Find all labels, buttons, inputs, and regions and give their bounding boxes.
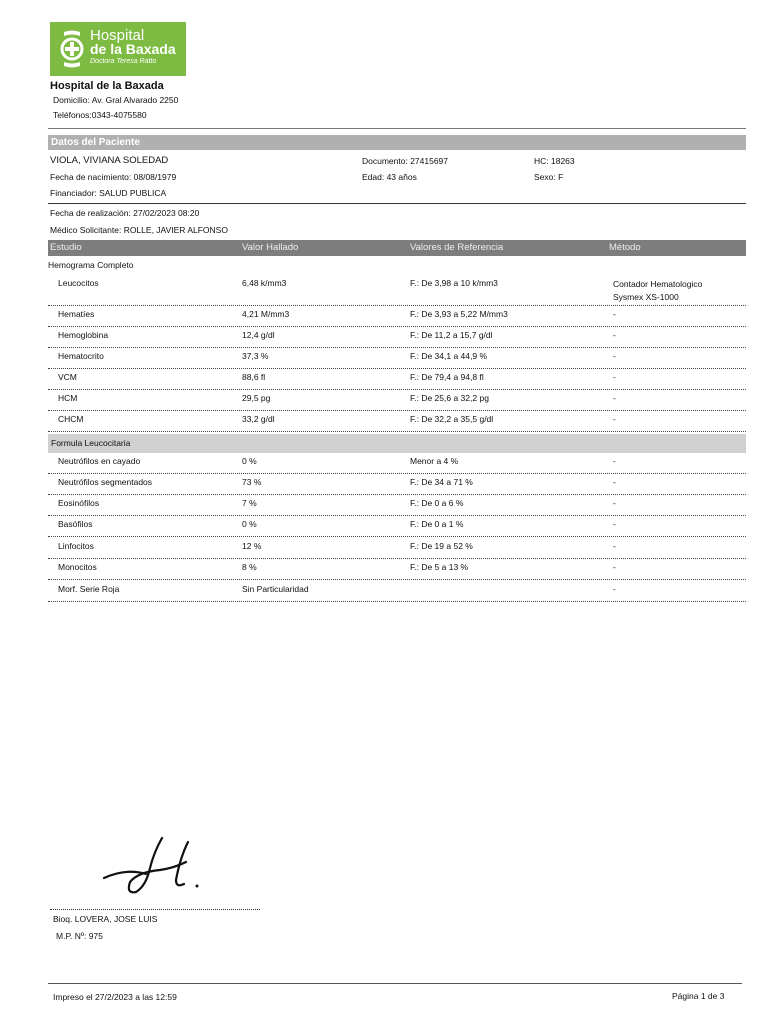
table-row <box>48 453 746 474</box>
hospital-address: Domicilio: Av. Gral Alvarado 2250 <box>53 95 179 105</box>
row-study: Leucocitos <box>58 278 99 288</box>
header-divider <box>48 128 746 129</box>
row-study: Morf. Serie Roja <box>58 584 120 594</box>
row-reference: F.: De 25,6 a 32,2 pg <box>410 393 489 403</box>
table-row <box>48 538 746 559</box>
row-reference: F.: De 19 a 52 % <box>410 541 473 551</box>
signer-license: M.P. Nº: 975 <box>56 931 103 941</box>
patient-section-title: Datos del Paciente <box>48 135 746 150</box>
patient-hc: HC: 18263 <box>534 156 575 166</box>
row-reference: F.: De 34 a 71 % <box>410 477 473 487</box>
logo-line-3: Doctora Teresa Ratto <box>90 58 157 65</box>
row-method: - <box>613 372 616 382</box>
row-reference: F.: De 5 a 13 % <box>410 562 469 572</box>
table-row <box>48 369 746 390</box>
row-method: - <box>613 309 616 319</box>
row-method: - <box>613 584 616 594</box>
row-reference: F.: De 3,93 a 5,22 M/mm3 <box>410 309 508 319</box>
row-method-line-2: Sysmex XS-1000 <box>613 292 679 302</box>
row-study: Hematíes <box>58 309 95 319</box>
row-reference: Menor a 4 % <box>410 456 459 466</box>
group-hemograma: Hemograma Completo <box>48 260 134 270</box>
row-study: Monocitos <box>58 562 97 572</box>
hospital-phones: Teléfonos:0343-4075580 <box>53 110 147 120</box>
row-study: Eosinófilos <box>58 498 100 508</box>
row-method: - <box>613 330 616 340</box>
group-formula-leucocitaria: Formula Leucocitaria <box>48 434 746 453</box>
row-value: 88,6 fl <box>242 372 266 382</box>
logo-line-2: de la Baxada <box>90 41 176 57</box>
header-study: Estudio <box>50 242 82 253</box>
table-row <box>48 559 746 580</box>
table-row <box>48 272 746 306</box>
signer-name: Bioq. LOVERA, JOSE LUIS <box>53 914 158 924</box>
row-study: Hemoglobina <box>58 330 109 340</box>
row-reference: F.: De 0 a 6 % <box>410 498 464 508</box>
row-value: 12 % <box>242 541 262 551</box>
row-value: 33,2 g/dl <box>242 414 275 424</box>
row-method: - <box>613 477 616 487</box>
row-method: - <box>613 541 616 551</box>
requesting-doctor: Médico Solicitante: ROLLE, JAVIER ALFONSO <box>50 225 228 235</box>
row-reference: F.: De 3,98 a 10 k/mm3 <box>410 278 498 288</box>
hospital-cross-icon <box>60 30 84 68</box>
exam-date: Fecha de realización: 27/02/2023 08:20 <box>50 208 200 218</box>
row-value: 0 % <box>242 456 257 466</box>
row-study: Hematocrito <box>58 351 104 361</box>
row-reference: F.: De 11,2 a 15,7 g/dl <box>410 330 493 340</box>
table-row <box>48 327 746 348</box>
table-row <box>48 390 746 411</box>
row-reference: F.: De 0 a 1 % <box>410 519 464 529</box>
page-number: Página 1 de 3 <box>672 991 725 1001</box>
row-method: - <box>613 414 616 424</box>
row-reference: F.: De 34,1 a 44,9 % <box>410 351 488 361</box>
row-value: 12,4 g/dl <box>242 330 275 340</box>
row-study: Linfocitos <box>58 541 94 551</box>
table-row <box>48 516 746 537</box>
row-method: - <box>613 393 616 403</box>
table-row <box>48 581 746 602</box>
patient-document: Documento: 27415697 <box>362 156 449 166</box>
row-method: - <box>613 351 616 361</box>
row-value: 73 % <box>242 477 262 487</box>
hospital-name: Hospital de la Baxada <box>50 80 164 92</box>
hospital-logo <box>50 22 186 76</box>
table-row <box>48 306 746 327</box>
row-study: Neutrófilos segmentados <box>58 477 153 487</box>
row-value: 4,21 M/mm3 <box>242 309 290 319</box>
row-method: - <box>613 498 616 508</box>
table-row <box>48 474 746 495</box>
row-value: 7 % <box>242 498 257 508</box>
row-value: 37,3 % <box>242 351 269 361</box>
row-value: Sin Particularidad <box>242 584 309 594</box>
row-method: - <box>613 456 616 466</box>
patient-divider <box>48 203 746 204</box>
row-reference: F.: De 32,2 a 35,5 g/dl <box>410 414 494 424</box>
signature-image <box>86 828 224 902</box>
signature-line <box>50 909 260 910</box>
row-value: 0 % <box>242 519 257 529</box>
patient-insurer: Financiador: SALUD PUBLICA <box>50 188 167 198</box>
row-study: Basófilos <box>58 519 93 529</box>
row-method: - <box>613 519 616 529</box>
table-row <box>48 411 746 432</box>
header-reference: Valores de Referencia <box>410 242 504 253</box>
row-study: Neutrófilos en cayado <box>58 456 141 466</box>
patient-age: Edad: 43 años <box>362 172 417 182</box>
row-method: - <box>613 562 616 572</box>
patient-sex: Sexo: F <box>534 172 564 182</box>
patient-birthdate: Fecha de nacimiento: 08/08/1979 <box>50 172 177 182</box>
row-study: VCM <box>58 372 77 382</box>
row-value: 6,48 k/mm3 <box>242 278 287 288</box>
logo-line-1: Hospital <box>90 27 145 44</box>
row-reference: F.: De 79,4 a 94,8 fl <box>410 372 484 382</box>
header-value: Valor Hallado <box>242 242 299 253</box>
row-study: HCM <box>58 393 78 403</box>
table-row <box>48 348 746 369</box>
results-table-header <box>48 240 746 256</box>
row-study: CHCM <box>58 414 84 424</box>
row-value: 29,5 pg <box>242 393 271 403</box>
table-row <box>48 495 746 516</box>
header-method: Método <box>609 242 641 253</box>
patient-name: VIOLA, VIVIANA SOLEDAD <box>50 155 169 166</box>
row-value: 8 % <box>242 562 257 572</box>
print-date: Impreso el 27/2/2023 a las 12:59 <box>53 992 177 1002</box>
row-method: Contador Hematologico <box>613 279 703 289</box>
footer-divider <box>48 983 742 984</box>
